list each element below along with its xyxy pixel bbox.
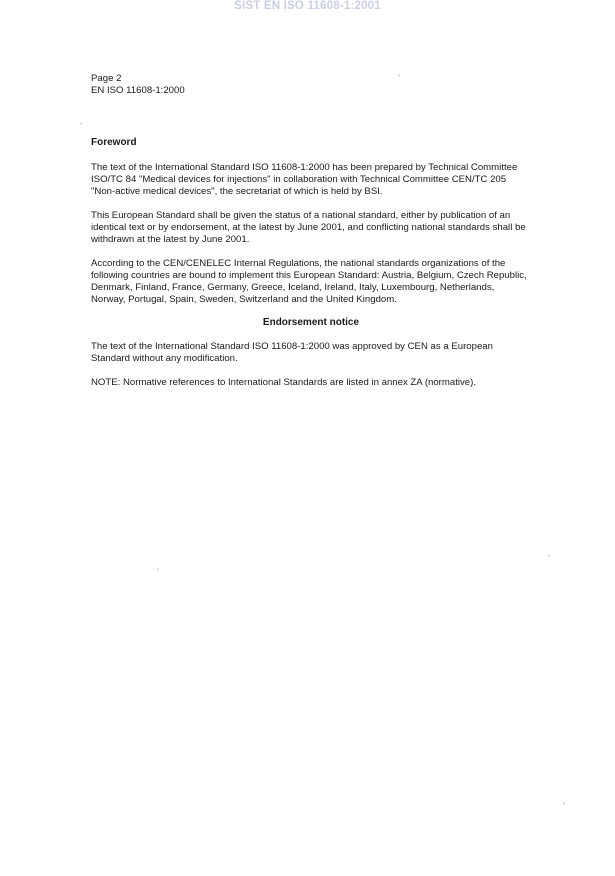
scan-speck xyxy=(548,554,550,556)
foreword-paragraph: This European Standard shall be given the status of a national standard, either by publication of an identical text or by endorsement, at the latest by June 2001, and conflicting national standards shall be withdrawn at the latest by June 2001. xyxy=(91,210,526,245)
document-page xyxy=(91,73,531,389)
scan-speck xyxy=(563,802,565,804)
page-number: Page 2 xyxy=(91,73,122,84)
endorsement-paragraph: The text of the International Standard ISO 11608-1:2000 was approved by CEN as a European Standard without any modification. xyxy=(91,341,493,364)
standard-reference: EN ISO 11608-1:2000 xyxy=(91,85,185,96)
scan-speck xyxy=(80,122,82,124)
foreword-paragraph: The text of the International Standard ISO 11608-1:2000 has been prepared by Technical Committee ISO/TC 84 "Medical devices for injections" in collaboration with Technical Committee CEN/TC 205 "Non-active medical devices", the secretariat of which is held by BSI. xyxy=(91,162,518,197)
foreword-heading: Foreword xyxy=(91,137,137,148)
watermark: SIST EN ISO 11608-1:2001 xyxy=(234,0,381,12)
endorsement-heading: Endorsement notice xyxy=(262,317,360,328)
scan-speck xyxy=(157,568,159,570)
foreword-paragraph: According to the CEN/CENELEC Internal Regulations, the national standards organizations of the following countries are bound to implement this European Standard: Austria, Belgium, Czech Republic, Denmark, Finland, France, Germany, Greece, Iceland, Ireland, Italy, Luxembourg, Netherlands, Norway, Portugal, Spain, Sweden, Switzerland and the United Kingdom. xyxy=(91,258,527,305)
note-paragraph: NOTE: Normative references to International Standards are listed in annex ZA (normative). xyxy=(91,377,476,388)
